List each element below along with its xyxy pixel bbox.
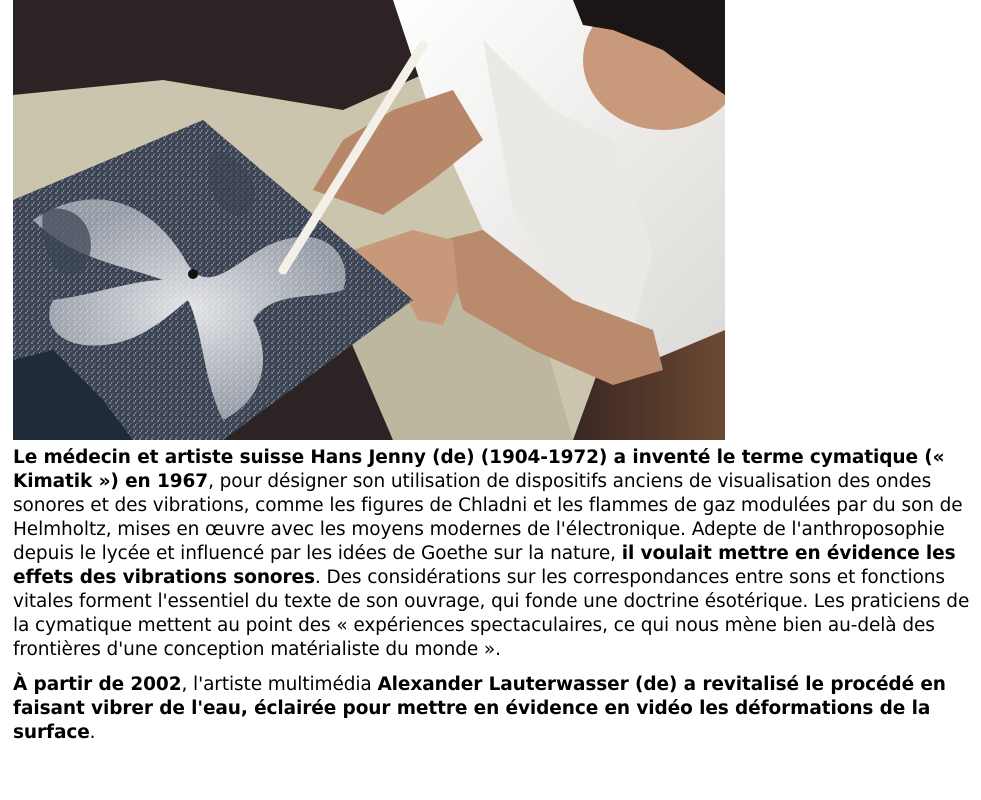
article-text: [13, 446, 973, 745]
bold-text: Alexander Lauterwasser (de) a revitalisé le procédé en faisant vibrer de l'eau, éclairée pour mettre en évidence en vidéo les déformations de la surface: [13, 674, 946, 743]
bold-text: Le médecin et artiste suisse Hans Jenny (de) (1904-1972) a inventé le terme cymatique (« Kimatik ») en 1967: [13, 447, 945, 492]
cymatics-photo: [13, 0, 725, 440]
paragraph-hans-jenny: [13, 446, 973, 662]
body-text: . Des considérations sur les correspondances entre sons et fonctions vitales forment l'essentiel du texte de son ouvrage, qui fonde une doctrine ésotérique. Les praticiens de la cymatique mettent au point des « expériences spectaculaires, ce qui nous mène bien au-delà des frontières d'une conception matérialiste du monde ».: [13, 567, 970, 660]
paragraph-lauterwasser: [13, 673, 973, 745]
body-text: , l'artiste multimédia: [181, 674, 378, 695]
bold-text: il voulait mettre en évidence les effets des vibrations sonores: [13, 543, 956, 588]
photo-illustration: [13, 0, 725, 440]
bold-text: À partir de 2002: [13, 674, 182, 695]
body-text: , pour désigner son utilisation de dispositifs anciens de visualisation des ondes sonores et des vibrations, comme les figures de Chladni et les flammes de gaz modulées par du son de Helmholtz, mises en œuvre avec les moyens modernes de l'électronique. Adepte de l'anthroposophie depuis le lycée et influencé par les idées de Goethe sur la nature,: [13, 471, 963, 564]
body-text: .: [89, 722, 96, 743]
